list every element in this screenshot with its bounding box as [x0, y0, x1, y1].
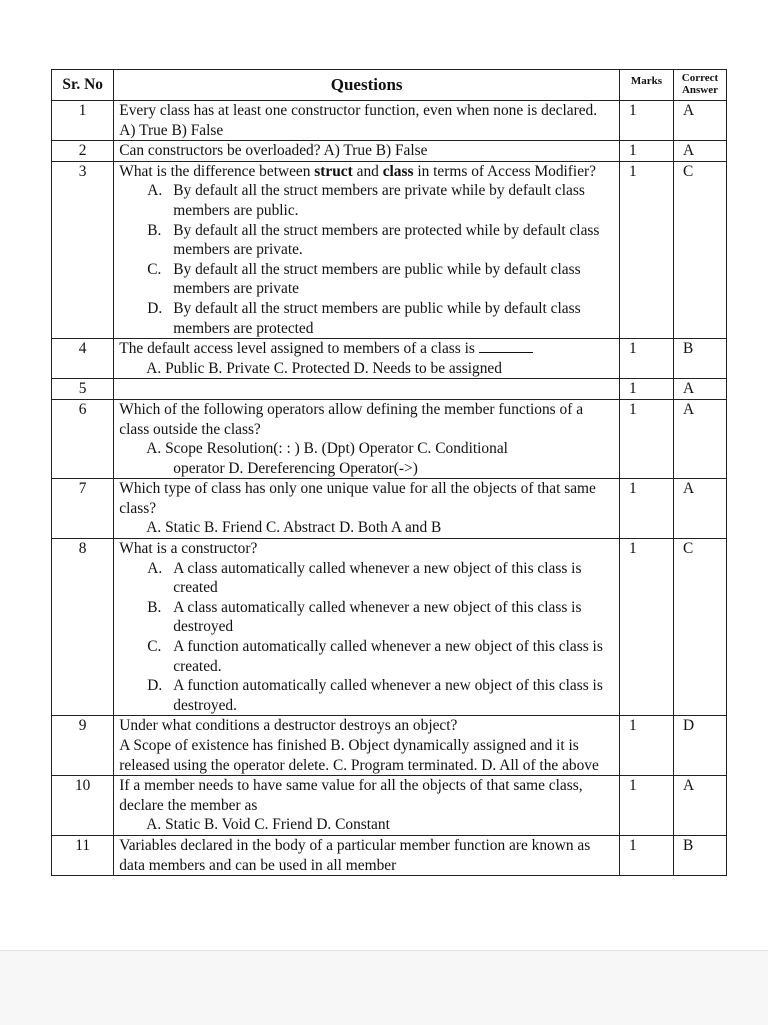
header-marks: Marks: [620, 70, 674, 101]
sr-number: 5: [52, 379, 114, 400]
marks-cell: 1: [620, 379, 674, 400]
option-letter: A.: [147, 559, 163, 577]
question-cell: [114, 161, 620, 338]
question-cell: [114, 716, 620, 776]
option-item: [147, 598, 614, 637]
marks-cell: 1: [620, 339, 674, 379]
option-text: A function automatically called whenever a new object of this class is destroyed.: [173, 677, 603, 714]
questions-table: [51, 69, 727, 876]
options-inline: A. Static B. Friend C. Abstract D. Both A and B: [146, 519, 442, 537]
question-text: Which of the following operators allow defining the member functions of a class outside the class?: [119, 400, 584, 438]
option-item: [147, 260, 614, 299]
question-text: [119, 339, 614, 359]
marks-cell: 1: [620, 835, 674, 875]
header-correct-answer-line2: Answer: [681, 84, 719, 96]
header-questions: Questions: [114, 70, 620, 101]
question-cell: [114, 141, 620, 162]
options-inline: A. Static B. Void C. Friend D. Constant: [146, 816, 390, 834]
answer-cell: B: [674, 339, 727, 379]
marks-cell: 1: [620, 399, 674, 478]
answer-cell: A: [674, 479, 727, 539]
question-cell: [114, 101, 620, 141]
options-list: [119, 559, 614, 716]
answer-cell: B: [674, 835, 727, 875]
table-row: [52, 379, 727, 400]
option-text: By default all the struct members are protected while by default class members are private.: [173, 221, 600, 259]
question-cell: [114, 776, 620, 836]
option-item: [147, 637, 614, 676]
marks-cell: 1: [620, 539, 674, 716]
table-row: [52, 835, 727, 875]
options-inline-continued: operator D. Dereferencing Operator(->): [173, 459, 418, 477]
table-header-row: [52, 70, 727, 101]
header-correct-answer: [674, 70, 727, 101]
sr-number: 4: [52, 339, 114, 379]
question-options-text: A Scope of existence has finished B. Object dynamically assigned and it is released using the operator delete. C. Program terminated. D. All of the above: [119, 737, 599, 774]
answer-cell: D: [674, 716, 727, 776]
option-letter: D.: [147, 677, 163, 695]
question-text: Every class has at least one constructor function, even when none is declared. A) True B) False: [119, 102, 598, 139]
marks-cell: 1: [620, 141, 674, 162]
table-row: [52, 399, 727, 478]
table-row: [52, 101, 727, 141]
question-cell: [114, 835, 620, 875]
option-item: [147, 559, 614, 598]
sr-number: 1: [52, 101, 114, 141]
answer-cell: C: [674, 539, 727, 716]
marks-cell: 1: [620, 776, 674, 836]
option-item: [147, 221, 614, 260]
header-correct-answer-line1: Correct: [681, 72, 719, 84]
header-sr-no: Sr. No: [52, 70, 114, 101]
question-text: What is a constructor?: [119, 540, 258, 558]
table-row: [52, 161, 727, 338]
sr-number: 9: [52, 716, 114, 776]
marks-cell: 1: [620, 479, 674, 539]
question-text: [119, 162, 614, 182]
option-letter: A.: [147, 182, 163, 200]
sr-number: 6: [52, 399, 114, 478]
page-footer-area: [0, 950, 768, 1025]
option-text: By default all the struct members are public while by default class members are protected: [173, 299, 581, 337]
keyword-struct: struct: [314, 162, 353, 180]
sr-number: 10: [52, 776, 114, 836]
question-text-part: The default access level assigned to members of a class is: [119, 340, 475, 358]
sr-number: 7: [52, 479, 114, 539]
question-text-part: and: [352, 162, 383, 180]
answer-cell: C: [674, 161, 727, 338]
question-text: Under what conditions a destructor destroys an object?: [119, 717, 458, 735]
question-cell: [114, 539, 620, 716]
sr-number: 2: [52, 141, 114, 162]
question-cell: [114, 339, 620, 379]
option-item: [147, 299, 614, 338]
sr-number: 3: [52, 161, 114, 338]
table-row: [52, 141, 727, 162]
question-cell: [114, 399, 620, 478]
option-letter: B.: [147, 598, 162, 616]
option-text: A function automatically called whenever a new object of this class is created.: [173, 638, 603, 675]
option-text: By default all the struct members are public while by default class members are private: [173, 260, 581, 298]
table-row: [52, 479, 727, 539]
option-text: A class automatically called whenever a new object of this class is destroyed: [173, 598, 582, 636]
option-item: [147, 181, 614, 220]
table-row: [52, 539, 727, 716]
marks-cell: 1: [620, 716, 674, 776]
marks-cell: 1: [620, 161, 674, 338]
question-cell: [114, 479, 620, 539]
question-text: Which type of class has only one unique value for all the objects of that same class?: [119, 480, 596, 517]
table-row: [52, 716, 727, 776]
options-inline: A. Scope Resolution(: : ) B. (Dpt) Operator C. Conditional: [146, 440, 508, 458]
options-inline: A. Public B. Private C. Protected D. Needs to be assigned: [146, 359, 502, 377]
question-text-part: in terms of Access Modifier?: [413, 162, 596, 180]
answer-cell: A: [674, 379, 727, 400]
table-row: [52, 776, 727, 836]
option-letter: B.: [147, 221, 162, 239]
option-text: By default all the struct members are private while by default class members are public.: [173, 182, 585, 219]
option-letter: C.: [147, 638, 162, 656]
answer-cell: A: [674, 776, 727, 836]
option-letter: D.: [147, 299, 163, 317]
answer-cell: A: [674, 399, 727, 478]
table-row: [52, 339, 727, 379]
keyword-class: class: [382, 162, 414, 180]
question-text: Variables declared in the body of a particular member function are known as data members and can be used in all member: [119, 836, 591, 874]
answer-blank: [479, 339, 533, 353]
sr-number: 11: [52, 835, 114, 875]
option-text: A class automatically called whenever a new object of this class is created: [173, 559, 582, 597]
option-letter: C.: [147, 260, 162, 278]
options-list: [119, 181, 614, 338]
answer-cell: A: [674, 141, 727, 162]
option-item: [147, 676, 614, 715]
question-text: Can constructors be overloaded? A) True B) False: [119, 142, 428, 160]
marks-cell: 1: [620, 101, 674, 141]
sr-number: 8: [52, 539, 114, 716]
question-cell: [114, 379, 620, 400]
answer-cell: A: [674, 101, 727, 141]
question-text: If a member needs to have same value for all the objects of that same class, declare the member as: [119, 777, 583, 814]
question-text-part: What is the difference between: [119, 162, 315, 180]
